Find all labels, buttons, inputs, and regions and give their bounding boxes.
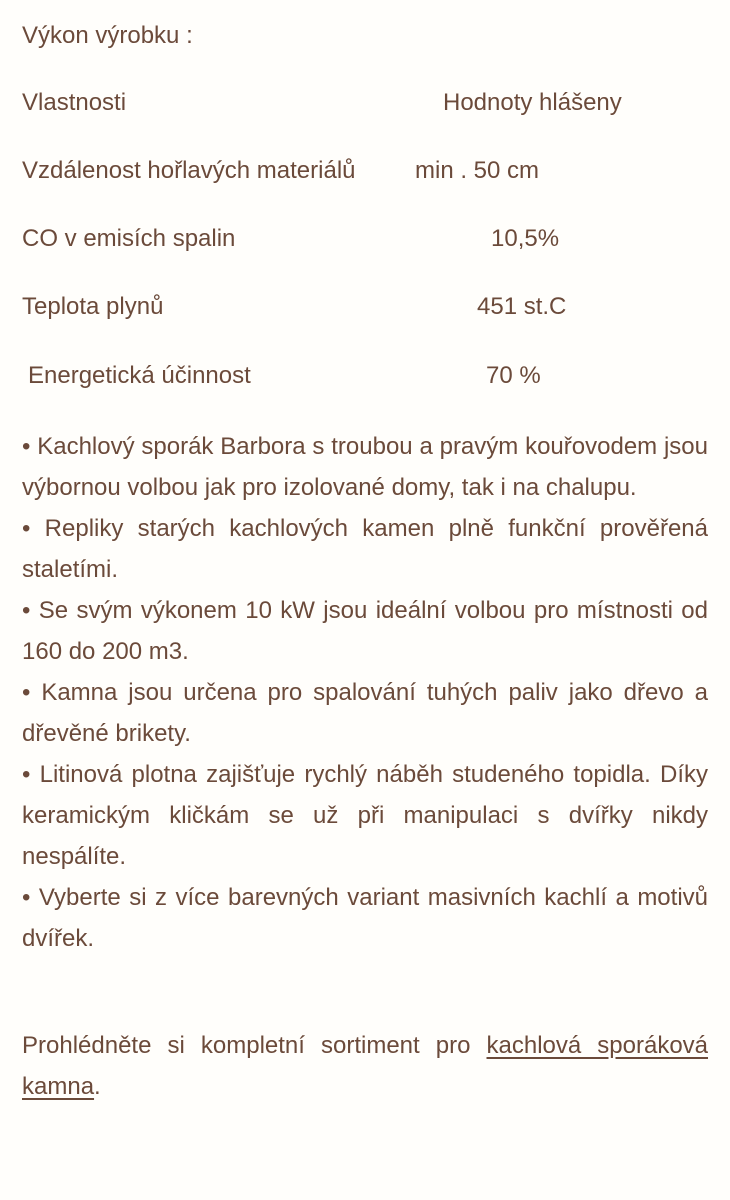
list-item: • Se svým výkonem 10 kW jsou ideální volbou pro místnosti od 160 do 200 m3. [22,597,708,665]
table-header-value: Hodnoty hlášeny [443,89,622,116]
catalog-link[interactable]: kachlová sporáková kamna [22,1032,709,1100]
list-item: • Litinová plotna zajišťuje rychlý náběh studeného topidla. Díky keramickým kličkám se už při manipulaci s dvířky nikdy nespálíte. [22,761,708,870]
table-row-value: 70 % [486,362,541,389]
list-item: • Kachlový sporák Barbora s troubou a pravým kouřovodem jsou výbornou volbou jak pro izolované domy, tak i na chalupu. [22,433,708,501]
catalog-paragraph [22,1025,708,1107]
table-row-property: CO v emisích spalin [22,225,236,252]
section-heading: Výkon výrobku : [22,22,193,49]
catalog-text: Prohlédněte si kompletní sortiment pro [22,1032,471,1059]
catalog-period: . [94,1073,101,1100]
list-item: • Vyberte si z více barevných variant masivních kachlí a motivů dvířek. [22,884,708,952]
list-item: • Kamna jsou určena pro spalování tuhých paliv jako dřevo a dřevěné brikety. [22,679,708,747]
table-row-property: Vzdálenost hořlavých materiálů [22,157,356,184]
table-row-property: Teplota plynů [22,293,164,320]
table-row-value: 451 st.C [477,293,567,320]
table-row-value: 10,5% [491,225,560,252]
table-header-property: Vlastnosti [22,89,127,116]
feature-list [22,426,708,959]
table-row-property: Energetická účinnost [28,362,251,389]
list-item: • Repliky starých kachlových kamen plně funkční prověřená staletími. [22,515,708,583]
table-row-value: min . 50 cm [415,157,540,184]
